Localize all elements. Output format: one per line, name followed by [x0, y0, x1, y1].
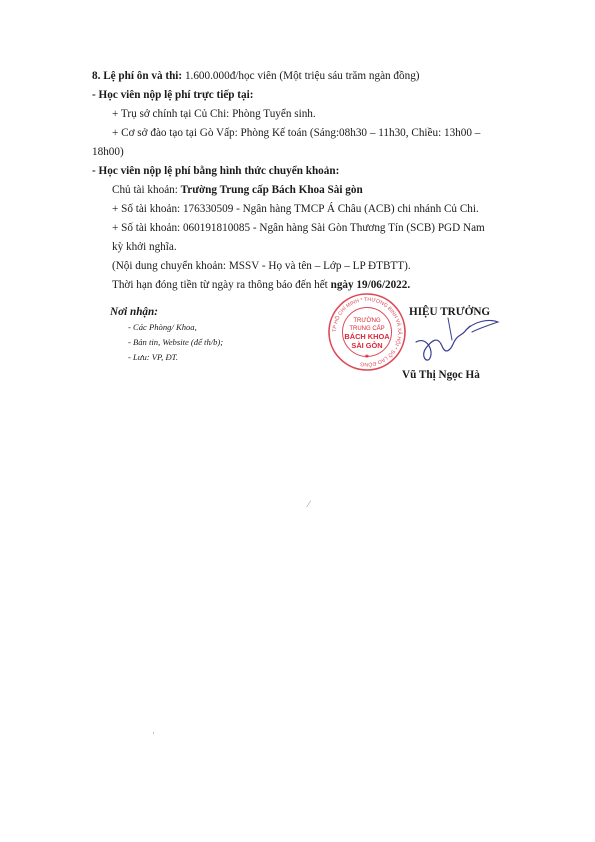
stamp-line-1: TRƯỜNG — [353, 318, 381, 324]
transfer-content: (Nội dung chuyển khoản: MSSV - Họ và tên – Lớp – LP ĐTBTT). — [112, 260, 411, 272]
account-2-cont: kỳ khởi nghĩa. — [112, 241, 177, 253]
direct-payment-item-2-cont: 18h00) — [92, 146, 124, 158]
signature-flourish — [466, 320, 498, 332]
transfer-payment-heading: - Học viên nộp lệ phí bằng hình thức chuyển khoản: — [92, 165, 340, 177]
account-holder-label: Chủ tài khoản: — [112, 184, 181, 196]
stamp-line-3: BÁCH KHOA — [344, 332, 390, 341]
signature-stroke — [416, 326, 470, 360]
scan-speck: · — [152, 728, 155, 738]
recipient-item: - Bản tin, Website (để th/b); — [128, 337, 224, 347]
stamp-line-2: TRUNG CẤP — [349, 326, 385, 332]
stamp-line-4: SÀI GÒN — [351, 341, 383, 350]
stamp-star-icon: ★ — [364, 354, 370, 360]
recipients-heading: Nơi nhận: — [110, 306, 158, 318]
recipient-item: - Lưu: VP, ĐT. — [128, 352, 178, 362]
signer-title: HIỆU TRƯỞNG — [409, 306, 491, 318]
account-holder-name: Trường Trung cấp Bách Khoa Sài gòn — [180, 184, 363, 196]
recipient-item: - Các Phòng/ Khoa, — [128, 322, 197, 332]
direct-payment-item-2: + Cơ sở đào tạo tại Gò Vấp: Phòng Kế toán (Sáng:08h30 – 11h30, Chiều: 13h00 – — [112, 127, 481, 139]
account-1: + Số tài khoản: 176330509 - Ngân hàng TMCP Á Châu (ACB) chi nhánh Củ Chi. — [112, 203, 479, 215]
scan-speck: ⁄ — [308, 499, 310, 509]
account-holder-line — [112, 183, 363, 197]
account-2: + Số tài khoản: 060191810085 - Ngân hàng Sài Gòn Thương Tín (SCB) PGD Nam — [112, 222, 485, 234]
direct-payment-item-1: + Trụ sở chính tại Củ Chi: Phòng Tuyển sinh. — [112, 108, 316, 120]
fee-line — [92, 69, 420, 83]
signer-name: Vũ Thị Ngọc Hà — [402, 369, 480, 381]
fee-heading: 8. Lệ phí ôn và thi: — [92, 70, 183, 82]
fee-amount: 1.600.000đ/học viên (Một triệu sáu trăm ngàn đồng) — [182, 70, 420, 82]
official-stamp — [327, 292, 407, 372]
deadline-line — [112, 278, 410, 292]
stamp-ring-text: TP HỒ CHÍ MINH * THƯƠNG BINH VÀ XÃ HỘI * SỞ LAO ĐỘNG — [331, 296, 403, 368]
deadline-date: ngày 19/06/2022. — [330, 279, 411, 291]
signature-tick — [448, 318, 452, 340]
direct-payment-heading: - Học viên nộp lệ phí trực tiếp tại: — [92, 89, 254, 101]
deadline-text: Thời hạn đóng tiền từ ngày ra thông báo đến hết — [112, 279, 331, 291]
handwritten-signature — [408, 306, 503, 376]
